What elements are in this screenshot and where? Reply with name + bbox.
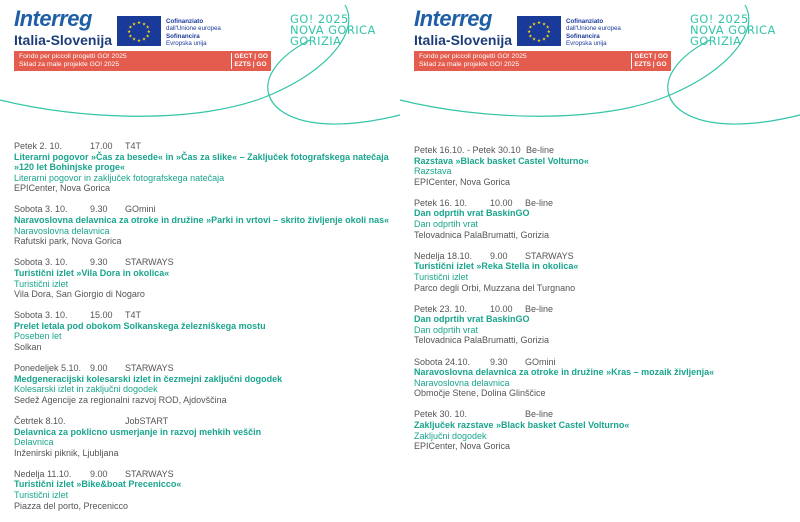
event-date: Petek 16. 10. (414, 197, 468, 208)
go-logo-line: NOVA GORICA (290, 23, 376, 37)
svg-text:★: ★ (145, 25, 150, 31)
event-title: Literarni pogovor »Čas za besede« in »Čas za slike« – Zaključek fotografskega natečaja »120 let Bohinjske proge« (14, 151, 389, 173)
event-title: Dan odprtih vrat BaskinGO (414, 208, 530, 219)
fund-line: Sklad za male projekte GO! 2025 (419, 61, 520, 68)
event-location: EPICenter, Nova Gorica (14, 183, 111, 194)
interreg-logo (14, 8, 112, 48)
event-title: Dan odprtih vrat BaskinGO (414, 314, 530, 325)
svg-text:★: ★ (136, 21, 142, 26)
event-title: Razstava »Black basket Castel Volturno« (414, 155, 589, 166)
cofin-line: Sofinancira (566, 32, 600, 40)
svg-text:★: ★ (146, 30, 151, 35)
event-location: Telovadnica PalaBrumatti, Gorizia (414, 229, 550, 240)
event-item (14, 310, 399, 352)
event-meta (414, 409, 799, 420)
event-location: Območje Stene, Dolina Glinščice (414, 388, 546, 399)
cofinancing-text (566, 18, 621, 48)
svg-text:★: ★ (528, 34, 533, 40)
event-title: Naravoslovna delavnica za otroke in družine »Kras – mozaik življenja« (414, 367, 715, 378)
event-date: Nedelja 11.10. (14, 468, 72, 479)
event-type: Turistični izlet (14, 490, 69, 501)
event-location: Vila Dora, San Giorgio di Nogaro (14, 289, 145, 300)
eu-flag-icon (117, 16, 161, 46)
svg-text:★: ★ (531, 37, 537, 43)
go2025-logo (690, 14, 776, 47)
brand-subtitle: Italia-Slovenija (414, 32, 513, 48)
go-logo-line: GO! 2025 (690, 12, 749, 26)
cofin-line: Evropska unija (566, 40, 607, 48)
svg-text:★: ★ (545, 34, 550, 40)
event-date: Sobota 3. 10. (14, 257, 68, 268)
cofin-line: Cofinanziato (566, 18, 604, 25)
fund-line: Fondo per piccoli progetti GO! 2025 (419, 53, 527, 60)
event-time: 15.00 (90, 310, 113, 321)
event-date: Sobota 24.10. (414, 356, 471, 367)
svg-text:★: ★ (527, 30, 532, 35)
event-time: 9.30 (90, 204, 108, 215)
event-item (14, 204, 399, 246)
event-item (14, 141, 399, 194)
gect-line: EZTS | GO (234, 61, 267, 68)
event-meta (14, 416, 399, 427)
event-date: Petek 2. 10. (14, 141, 63, 151)
event-type: Dan odprtih vrat (414, 219, 479, 230)
event-meta (414, 145, 799, 156)
event-organizer: GOmini (125, 204, 156, 215)
svg-text:★: ★ (128, 25, 133, 31)
event-time: 9.00 (90, 468, 108, 479)
event-type: Zaključni dogodek (414, 430, 487, 441)
event-time: 10.00 (490, 197, 513, 208)
svg-text:★: ★ (131, 37, 137, 43)
go2025-logo (290, 14, 376, 47)
right-page (400, 0, 800, 498)
event-type: Dan odprtih vrat (414, 324, 479, 335)
svg-text:★: ★ (528, 25, 533, 31)
brand-name: Interreg (414, 6, 492, 31)
svg-text:★: ★ (141, 22, 147, 28)
event-organizer: Be-line (525, 409, 554, 420)
event-organizer: Be-line (526, 145, 555, 155)
event-title: Turistični izlet »Bike&boat Precenicco« (14, 479, 182, 490)
event-meta (414, 251, 799, 262)
svg-text:★: ★ (127, 30, 132, 35)
event-location: EPICenter, Nova Gorica (414, 176, 511, 187)
event-location: Telovadnica PalaBrumatti, Gorizia (414, 335, 550, 346)
svg-text:★: ★ (531, 22, 537, 28)
event-list-right (414, 145, 799, 462)
svg-text:★: ★ (536, 21, 542, 26)
event-title: Zaključek razstave »Black basket Castel Volturno« (414, 419, 630, 430)
event-organizer: STARWAYS (125, 257, 174, 268)
go-logo-line: NOVA GORICA (690, 23, 776, 37)
event-date: Petek 30. 10. (414, 409, 468, 420)
event-type: Turistični izlet (414, 271, 469, 282)
event-date: Ponedeljek 5.10. (14, 363, 82, 374)
event-location: EPICenter, Nova Gorica (414, 441, 511, 452)
event-location: Parco degli Orbi, Muzzana del Turgnano (414, 282, 576, 293)
event-meta (14, 204, 399, 215)
svg-text:★: ★ (128, 34, 133, 40)
event-meta (14, 363, 399, 374)
event-date: Nedelja 18.10. (414, 250, 473, 261)
brand-subtitle: Italia-Slovenija (14, 32, 113, 48)
interreg-logo (414, 8, 512, 48)
gect-line: GECT | GO (234, 53, 268, 60)
event-type: Delavnica (14, 437, 54, 448)
fund-line: Sklad za male projekte GO! 2025 (19, 61, 120, 68)
event-title: Naravoslovna delavnica za otroke in družine »Parki in vrtovi – skrito življenje okoli nas« (14, 215, 390, 226)
gect-logo (231, 53, 268, 69)
svg-text:★: ★ (536, 39, 542, 44)
event-meta (414, 357, 799, 368)
fund-banner (14, 51, 271, 71)
svg-text:★: ★ (546, 30, 551, 35)
svg-text:★: ★ (131, 22, 137, 28)
gect-line: EZTS | GO (634, 61, 667, 68)
event-item (414, 357, 799, 399)
event-meta (14, 310, 399, 321)
event-organizer: STARWAYS (125, 363, 174, 374)
event-time: 17.00 (90, 141, 113, 151)
event-type: Poseben let (14, 331, 62, 342)
event-title: Delavnica za poklicno usmerjanje in razvoj mehkih veščin (14, 426, 262, 437)
cofin-line: dall'Unione europea (566, 25, 621, 33)
event-title: Medgeneracijski kolesarski izlet in čezmejni zaključni dogodek (14, 373, 283, 384)
event-date: Četrtek 8.10. (14, 415, 66, 426)
event-type: Turistični izlet (14, 278, 69, 289)
go-logo-line: GO! 2025 (290, 12, 349, 26)
event-time: 9.30 (90, 257, 108, 268)
event-item (14, 257, 399, 299)
event-item (414, 198, 799, 240)
event-type: Literarni pogovor in zaključek fotografskega natečaja (14, 172, 225, 183)
event-item (14, 416, 399, 458)
event-organizer: Be-line (525, 303, 554, 314)
event-date: Sobota 3. 10. (14, 204, 68, 215)
event-organizer: T4T (125, 141, 142, 151)
svg-text:★: ★ (541, 37, 547, 43)
svg-text:★: ★ (141, 37, 147, 43)
event-organizer: JobSTART (125, 415, 169, 426)
cofin-line: dall'Unione europea (166, 25, 221, 33)
left-page (0, 0, 400, 511)
cofin-line: Evropska unija (166, 40, 207, 48)
event-organizer: STARWAYS (125, 468, 174, 479)
go-logo-line: GORIZIA (690, 34, 742, 48)
event-date: Sobota 3. 10. (14, 310, 68, 321)
event-time: 9.00 (90, 363, 108, 374)
event-type: Razstava (414, 166, 452, 177)
svg-text:★: ★ (541, 22, 547, 28)
event-item (14, 469, 399, 511)
event-type: Naravoslovna delavnica (14, 225, 110, 236)
event-meta (14, 469, 399, 480)
eu-flag-icon (517, 16, 561, 46)
fund-banner (414, 51, 671, 71)
event-type: Kolesarski izlet in zaključni dogodek (14, 384, 158, 395)
event-organizer: GOmini (525, 356, 556, 367)
event-item (414, 145, 799, 187)
svg-text:★: ★ (136, 39, 142, 44)
gect-logo (631, 53, 668, 69)
event-item (14, 363, 399, 405)
cofin-line: Cofinanziato (166, 18, 204, 25)
event-time: 9.30 (490, 356, 508, 367)
event-list-left (14, 141, 399, 522)
cofin-line: Sofinancira (166, 32, 200, 40)
event-meta (414, 198, 799, 209)
event-meta (414, 304, 799, 315)
event-location: Inženirski piknik, Ljubljana (14, 447, 119, 458)
fund-line: Fondo per piccoli progetti GO! 2025 (19, 53, 127, 60)
brand-name: Interreg (14, 6, 92, 31)
event-time: 9.00 (490, 250, 508, 261)
gect-line: GECT | GO (634, 53, 668, 60)
event-location: Rafutski park, Nova Gorica (14, 236, 122, 247)
event-item (414, 409, 799, 451)
event-location: Solkan (14, 342, 42, 352)
cofinancing-text (166, 18, 221, 48)
svg-text:★: ★ (145, 34, 150, 40)
event-title: Prelet letala pod obokom Solkanskega železniškega mostu (14, 320, 266, 331)
event-organizer: T4T (125, 310, 142, 321)
event-organizer: Be-line (525, 197, 554, 208)
event-title: Turistični izlet »Reka Stella in okolica« (414, 261, 579, 272)
event-time: 10.00 (490, 303, 513, 314)
event-date: Petek 16.10. - Petek 30.10 (414, 145, 521, 155)
event-location: Piazza del porto, Precenicco (14, 500, 129, 511)
svg-text:★: ★ (545, 25, 550, 31)
event-item (414, 251, 799, 293)
event-meta (14, 141, 399, 152)
event-meta (14, 257, 399, 268)
event-item (414, 304, 799, 346)
go-logo-line: GORIZIA (290, 34, 342, 48)
event-organizer: STARWAYS (525, 250, 574, 261)
event-title: Turistični izlet »Vila Dora in okolica« (14, 267, 170, 278)
event-type: Naravoslovna delavnica (414, 377, 510, 388)
event-location: Sedež Agencije za regionalni razvoj ROD, Ajdovščina (14, 394, 227, 405)
event-date: Petek 23. 10. (414, 303, 468, 314)
